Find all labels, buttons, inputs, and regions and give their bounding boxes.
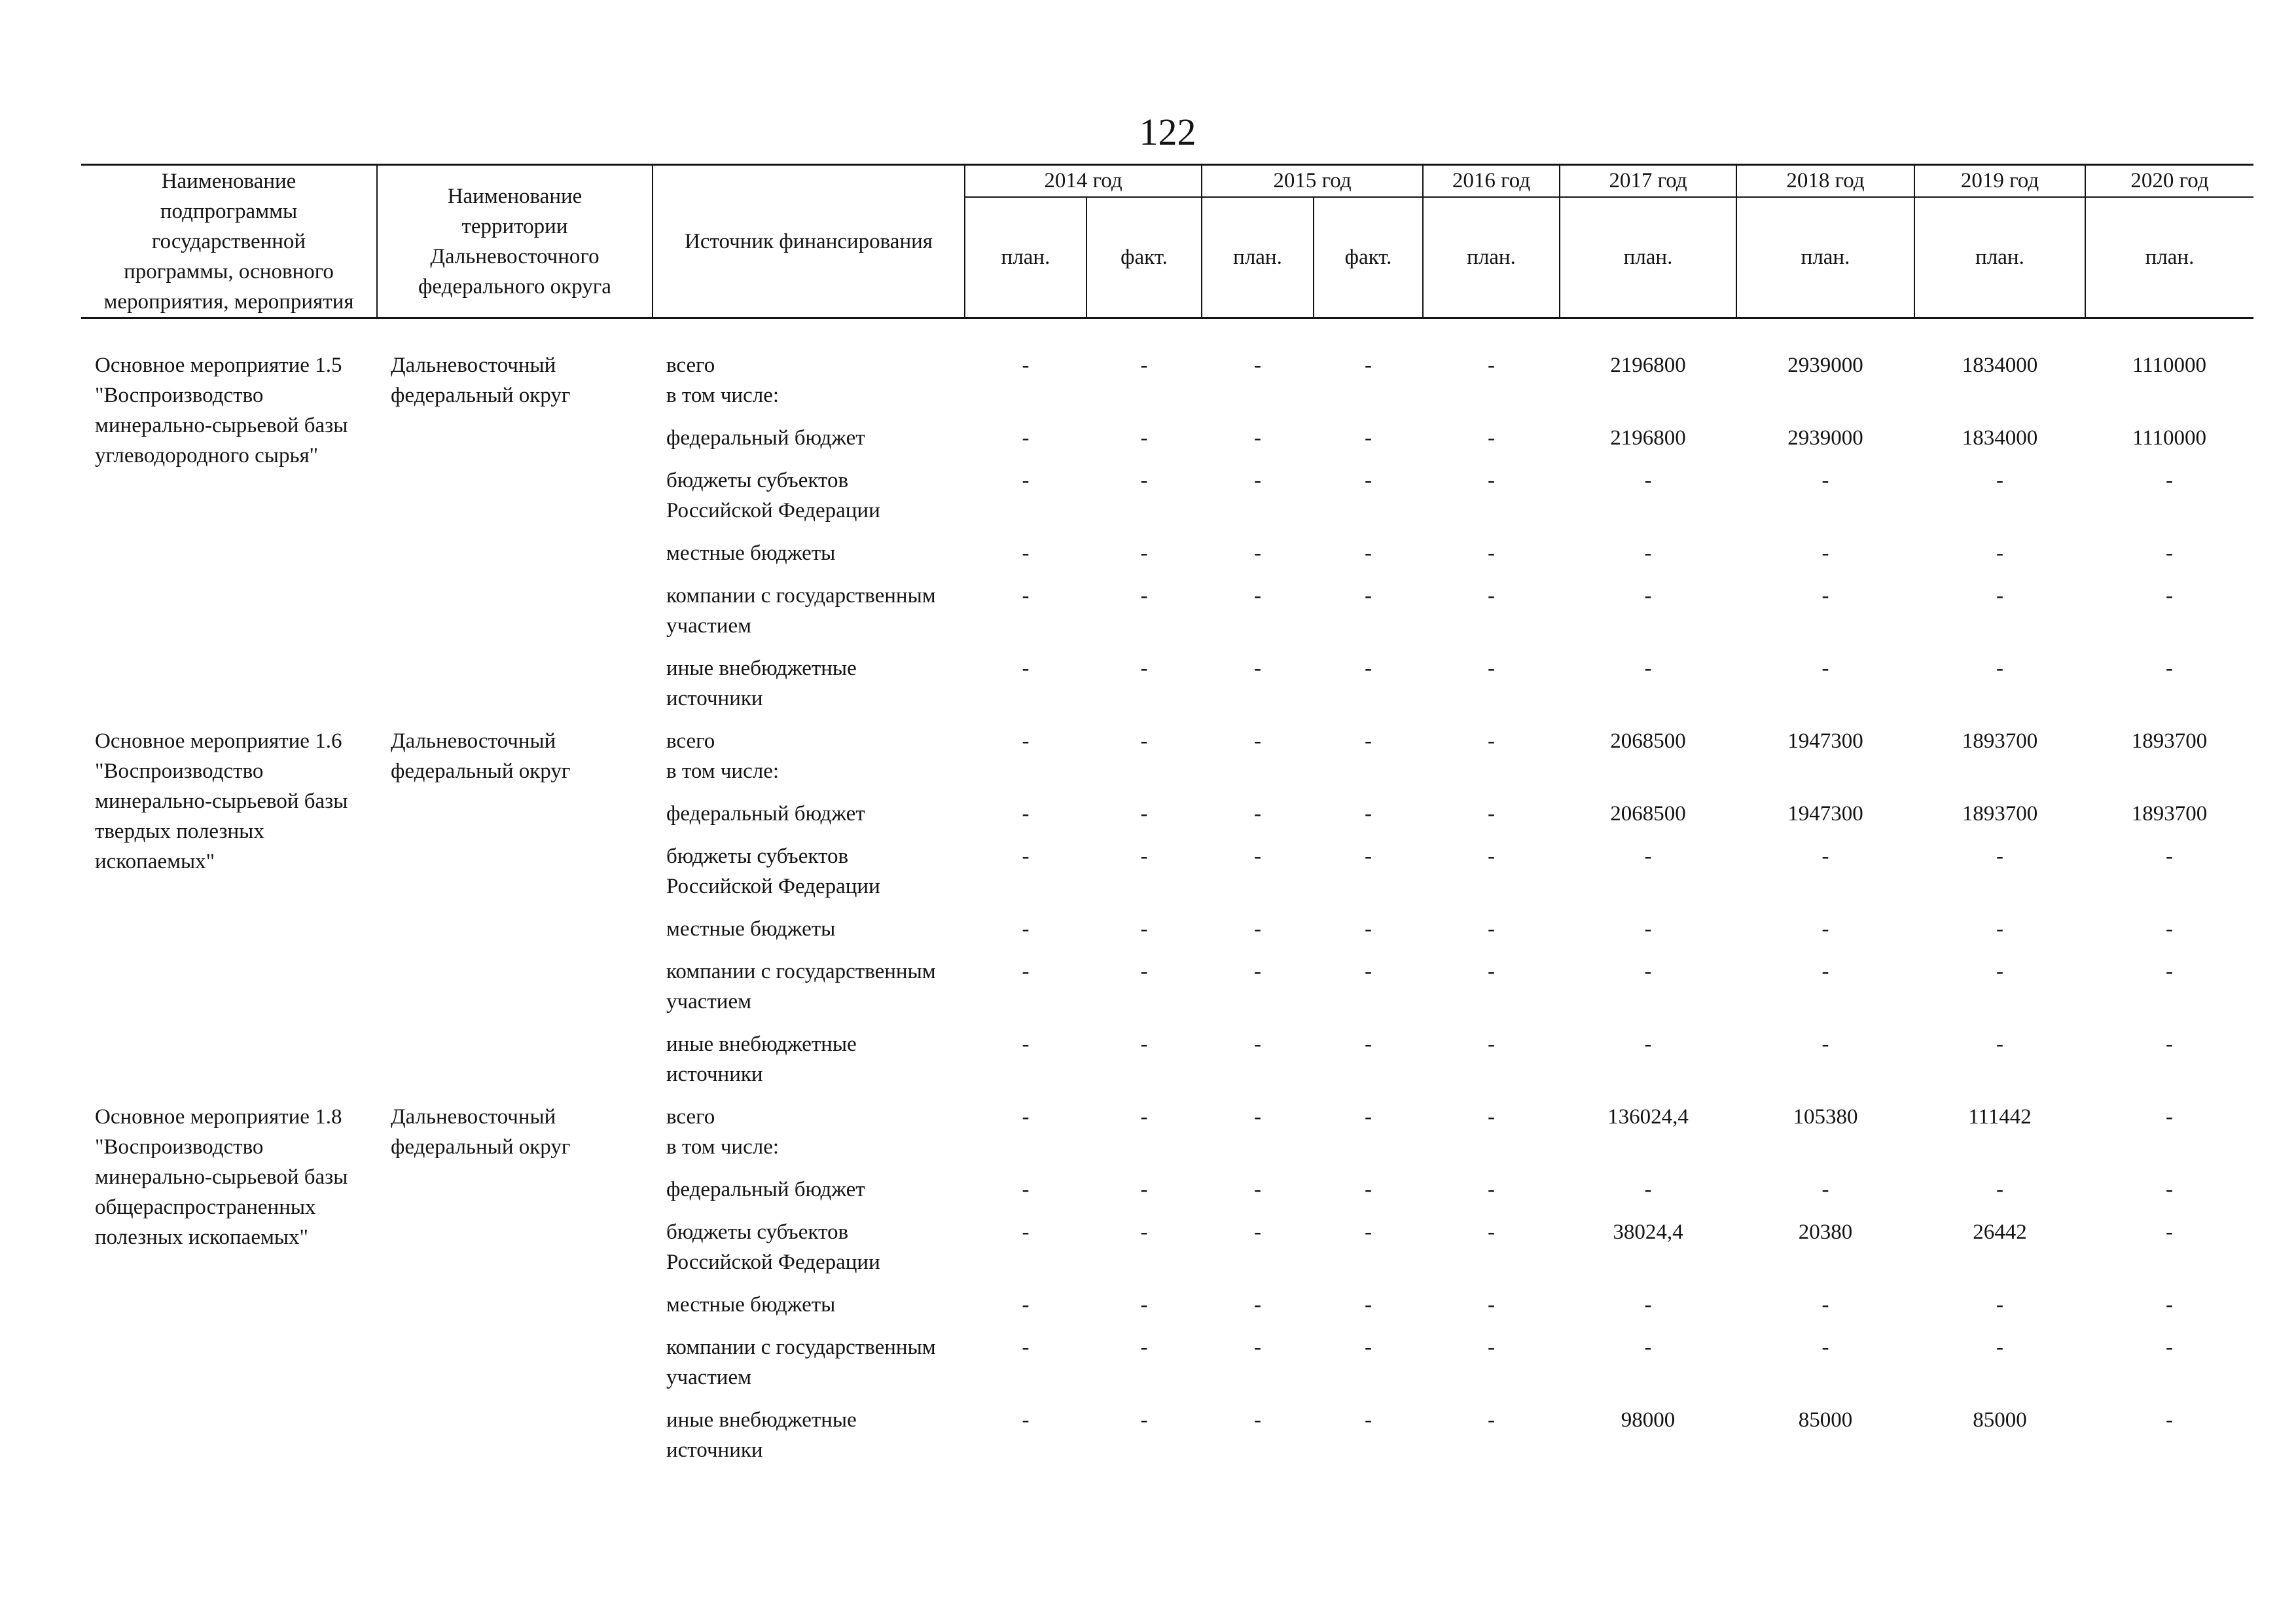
value-cell: 1893700: [2131, 729, 2208, 753]
value-cell: -: [1140, 584, 1148, 608]
value-cell: -: [1644, 960, 1652, 983]
value-cell: -: [1140, 729, 1148, 753]
header-year-2020: 2020 год: [2085, 165, 2253, 197]
value-cell: -: [1821, 960, 1829, 983]
header-program-name: Наименование подпрограммы государственной программы, основного мероприятия, мероприятия: [81, 165, 377, 318]
value-cell: 1893700: [1962, 729, 2038, 753]
value-cell: 1834000: [1962, 426, 2038, 450]
funding-source-cell: местные бюджеты: [666, 1293, 836, 1317]
value-cell: -: [1488, 1408, 1495, 1432]
value-cell: -: [1488, 1105, 1495, 1129]
value-cell: -: [1821, 1178, 1829, 1201]
value-cell: 2196800: [1610, 426, 1686, 450]
value-cell: -: [1365, 469, 1372, 492]
value-cell: -: [1365, 1336, 1372, 1359]
value-cell: -: [2166, 469, 2173, 492]
value-cell: -: [1365, 845, 1372, 868]
value-cell: 111442: [1968, 1105, 2032, 1129]
value-cell: -: [1254, 917, 1261, 941]
value-cell: -: [1821, 541, 1829, 565]
value-cell: -: [2166, 1032, 2173, 1056]
value-cell: -: [2166, 1178, 2173, 1201]
value-cell: -: [1365, 1105, 1372, 1129]
value-cell: -: [1022, 1293, 1030, 1317]
value-cell: -: [1644, 1336, 1652, 1359]
value-cell: -: [1365, 1408, 1372, 1432]
funding-source-cell: иные внебюджетные источники: [666, 1032, 857, 1086]
value-cell: -: [1488, 960, 1495, 983]
value-cell: -: [1365, 729, 1372, 753]
value-cell: 1893700: [1962, 802, 2038, 826]
value-cell: -: [1140, 1032, 1148, 1056]
territory-cell: Дальневосточный федеральный округ: [391, 1105, 571, 1159]
value-cell: -: [1022, 960, 1030, 983]
value-cell: -: [1821, 469, 1829, 492]
value-cell: -: [1254, 729, 1261, 753]
value-cell: -: [1140, 1220, 1148, 1244]
value-cell: -: [1996, 1032, 2003, 1056]
header-territory: Наименование территории Дальневосточного федерального округа: [377, 165, 653, 318]
value-cell: -: [1140, 960, 1148, 983]
value-cell: -: [1488, 469, 1495, 492]
value-cell: -: [1022, 1178, 1030, 1201]
value-cell: -: [1644, 469, 1652, 492]
value-cell: -: [1644, 1032, 1652, 1056]
value-cell: -: [1644, 541, 1652, 565]
value-cell: -: [1140, 1178, 1148, 1201]
value-cell: -: [1644, 1293, 1652, 1317]
value-cell: -: [1254, 1408, 1261, 1432]
header-subcolumn: факт.: [1314, 197, 1423, 318]
value-cell: -: [1644, 657, 1652, 680]
value-cell: 85000: [1973, 1408, 2027, 1432]
value-cell: -: [1488, 917, 1495, 941]
territory-cell: Дальневосточный федеральный округ: [391, 354, 571, 407]
value-cell: -: [1644, 845, 1652, 868]
value-cell: -: [1365, 1178, 1372, 1201]
value-cell: -: [1254, 541, 1261, 565]
value-cell: -: [1821, 1336, 1829, 1359]
funding-source-cell: всего в том числе:: [666, 1105, 780, 1159]
value-cell: 1947300: [1787, 802, 1863, 826]
value-cell: -: [2166, 960, 2173, 983]
value-cell: -: [1644, 584, 1652, 608]
value-cell: -: [1022, 1220, 1030, 1244]
header-subcolumn: план.: [1202, 197, 1314, 318]
value-cell: -: [1254, 1032, 1261, 1056]
value-cell: -: [1254, 1220, 1261, 1244]
funding-source-cell: бюджеты субъектов Российской Федерации: [666, 469, 880, 522]
value-cell: -: [1022, 845, 1030, 868]
value-cell: 98000: [1621, 1408, 1676, 1432]
value-cell: 2196800: [1610, 354, 1686, 377]
value-cell: -: [1488, 1220, 1495, 1244]
value-cell: -: [1488, 426, 1495, 450]
value-cell: -: [2166, 845, 2173, 868]
value-cell: -: [1996, 1178, 2003, 1201]
value-cell: 38024,4: [1613, 1220, 1683, 1244]
value-cell: -: [1365, 917, 1372, 941]
header-subcolumn: план.: [965, 197, 1086, 318]
funding-source-cell: компании с государственным участием: [666, 960, 936, 1013]
funding-source-cell: местные бюджеты: [666, 541, 836, 565]
table-rows: [81, 345, 2253, 1472]
value-cell: -: [1022, 1336, 1030, 1359]
value-cell: -: [1140, 802, 1148, 826]
value-cell: -: [1140, 469, 1148, 492]
value-cell: -: [2166, 584, 2173, 608]
funding-source-cell: всего в том числе:: [666, 354, 780, 407]
value-cell: -: [1022, 657, 1030, 680]
value-cell: -: [1488, 354, 1495, 377]
value-cell: -: [1996, 917, 2003, 941]
value-cell: -: [1022, 1105, 1030, 1129]
value-cell: 1110000: [2132, 426, 2207, 450]
value-cell: -: [1140, 845, 1148, 868]
value-cell: -: [1140, 1336, 1148, 1359]
funding-source-cell: бюджеты субъектов Российской Федерации: [666, 1220, 880, 1274]
value-cell: -: [1996, 1293, 2003, 1317]
territory-cell: Дальневосточный федеральный округ: [391, 729, 571, 783]
value-cell: -: [2166, 1408, 2173, 1432]
value-cell: -: [1821, 584, 1829, 608]
value-cell: -: [1365, 802, 1372, 826]
value-cell: -: [2166, 1293, 2173, 1317]
value-cell: -: [1254, 1105, 1261, 1129]
value-cell: -: [1022, 426, 1030, 450]
page-number: 122: [1139, 111, 1196, 153]
value-cell: 2939000: [1787, 354, 1863, 377]
value-cell: -: [2166, 1336, 2173, 1359]
funding-source-cell: бюджеты субъектов Российской Федерации: [666, 845, 880, 898]
value-cell: -: [1996, 960, 2003, 983]
value-cell: -: [1022, 469, 1030, 492]
value-cell: -: [1140, 917, 1148, 941]
funding-source-cell: федеральный бюджет: [666, 1178, 865, 1201]
value-cell: -: [1140, 541, 1148, 565]
value-cell: 20380: [1798, 1220, 1853, 1244]
value-cell: -: [1254, 1336, 1261, 1359]
header-year-2016: 2016 год: [1423, 165, 1560, 197]
funding-source-cell: компании с государственным участием: [666, 584, 936, 638]
value-cell: -: [1140, 1105, 1148, 1129]
value-cell: -: [1254, 802, 1261, 826]
program-name-cell: Основное мероприятие 1.6 "Воспроизводство минерально-сырьевой базы твердых полезных ископаемых": [95, 729, 348, 873]
value-cell: -: [2166, 657, 2173, 680]
value-cell: -: [1022, 802, 1030, 826]
header-year-2017: 2017 год: [1560, 165, 1736, 197]
value-cell: 1834000: [1962, 354, 2038, 377]
value-cell: -: [1254, 1178, 1261, 1201]
value-cell: 26442: [1973, 1220, 2027, 1244]
value-cell: -: [1488, 845, 1495, 868]
value-cell: -: [1996, 845, 2003, 868]
header-year-2014: 2014 год: [965, 165, 1202, 197]
header-subcolumn: план.: [1914, 197, 2085, 318]
value-cell: -: [1644, 917, 1652, 941]
value-cell: -: [1254, 1293, 1261, 1317]
value-cell: -: [1365, 354, 1372, 377]
value-cell: 2939000: [1787, 426, 1863, 450]
funding-source-cell: иные внебюджетные источники: [666, 657, 857, 710]
header-subcolumn: план.: [2085, 197, 2253, 318]
value-cell: 1110000: [2132, 354, 2207, 377]
value-cell: -: [1365, 1293, 1372, 1317]
value-cell: -: [1488, 1032, 1495, 1056]
funding-source-cell: компании с государственным участием: [666, 1336, 936, 1389]
value-cell: -: [1254, 426, 1261, 450]
value-cell: -: [1022, 354, 1030, 377]
funding-source-cell: всего в том числе:: [666, 729, 780, 783]
value-cell: -: [1254, 845, 1261, 868]
value-cell: -: [1365, 426, 1372, 450]
value-cell: -: [1488, 1293, 1495, 1317]
table-row: [81, 1097, 2253, 1169]
value-cell: 1947300: [1787, 729, 1863, 753]
program-name-cell: Основное мероприятие 1.5 "Воспроизводство минерально-сырьевой базы углеводородного сырья": [95, 354, 348, 467]
value-cell: -: [1488, 584, 1495, 608]
value-cell: -: [1022, 1032, 1030, 1056]
value-cell: -: [1996, 469, 2003, 492]
funding-source-cell: федеральный бюджет: [666, 426, 865, 450]
value-cell: -: [1022, 584, 1030, 608]
value-cell: -: [1022, 729, 1030, 753]
value-cell: -: [1821, 1032, 1829, 1056]
header-subcolumn: план.: [1736, 197, 1914, 318]
value-cell: -: [1821, 657, 1829, 680]
table-row: [81, 721, 2253, 793]
value-cell: -: [1996, 657, 2003, 680]
value-cell: 85000: [1798, 1408, 1853, 1432]
table-row: [81, 345, 2253, 418]
value-cell: 2068500: [1610, 729, 1686, 753]
table-body: [81, 345, 2253, 1472]
value-cell: -: [2166, 1105, 2173, 1129]
value-cell: -: [1140, 426, 1148, 450]
value-cell: -: [1996, 1336, 2003, 1359]
value-cell: -: [1644, 1178, 1652, 1201]
value-cell: -: [1488, 729, 1495, 753]
funding-source-cell: федеральный бюджет: [666, 802, 865, 826]
value-cell: -: [1488, 1336, 1495, 1359]
value-cell: -: [1488, 802, 1495, 826]
value-cell: -: [1140, 354, 1148, 377]
value-cell: -: [1996, 541, 2003, 565]
value-cell: -: [1488, 1178, 1495, 1201]
value-cell: -: [1022, 917, 1030, 941]
value-cell: -: [1365, 960, 1372, 983]
value-cell: -: [1821, 917, 1829, 941]
value-cell: -: [1365, 1032, 1372, 1056]
header-funding-source: Источник финансирования: [653, 165, 965, 318]
value-cell: 105380: [1793, 1105, 1858, 1129]
value-cell: -: [1254, 657, 1261, 680]
table-header: [81, 164, 2253, 319]
value-cell: -: [1254, 469, 1261, 492]
value-cell: -: [1488, 541, 1495, 565]
value-cell: -: [1488, 657, 1495, 680]
value-cell: -: [1365, 584, 1372, 608]
value-cell: -: [1365, 657, 1372, 680]
value-cell: -: [1365, 1220, 1372, 1244]
header-year-2015: 2015 год: [1202, 165, 1423, 197]
value-cell: -: [1254, 960, 1261, 983]
value-cell: -: [2166, 1220, 2173, 1244]
value-cell: -: [1365, 541, 1372, 565]
funding-source-cell: иные внебюджетные источники: [666, 1408, 857, 1462]
value-cell: -: [2166, 541, 2173, 565]
value-cell: -: [1140, 1408, 1148, 1432]
value-cell: -: [2166, 917, 2173, 941]
value-cell: -: [1140, 657, 1148, 680]
program-name-cell: Основное мероприятие 1.8 "Воспроизводство минерально-сырьевой базы общераспространенных полезных ископаемых": [95, 1105, 348, 1249]
value-cell: -: [1821, 1293, 1829, 1317]
value-cell: -: [1022, 1408, 1030, 1432]
value-cell: 1893700: [2131, 802, 2208, 826]
value-cell: -: [1022, 541, 1030, 565]
value-cell: -: [1254, 584, 1261, 608]
value-cell: 2068500: [1610, 802, 1686, 826]
value-cell: -: [1821, 845, 1829, 868]
header-subcolumn: план.: [1423, 197, 1560, 318]
header-year-2018: 2018 год: [1736, 165, 1914, 197]
value-cell: -: [1140, 1293, 1148, 1317]
header-subcolumn: факт.: [1086, 197, 1202, 318]
value-cell: -: [1254, 354, 1261, 377]
header-subcolumn: план.: [1560, 197, 1736, 318]
header-year-2019: 2019 год: [1914, 165, 2085, 197]
value-cell: -: [1996, 584, 2003, 608]
funding-source-cell: местные бюджеты: [666, 917, 836, 941]
value-cell: 136024,4: [1607, 1105, 1689, 1129]
